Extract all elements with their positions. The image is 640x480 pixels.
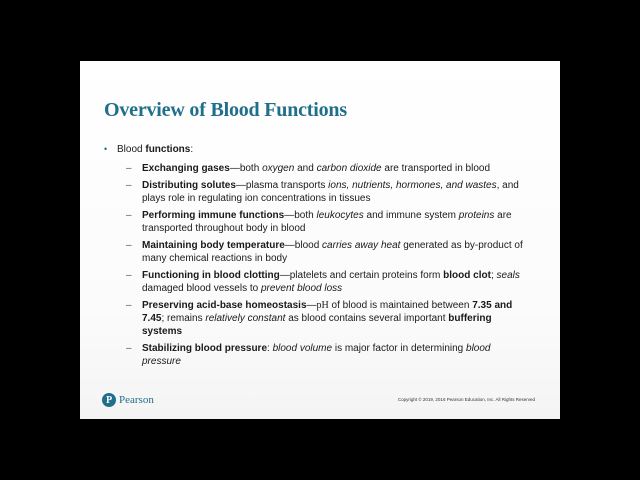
function-text: —plasma transports	[235, 180, 329, 191]
dash-bullet-icon: –	[126, 240, 132, 251]
function-text-italic: blood pressure	[142, 343, 491, 367]
function-text-italic: leukocytes	[316, 210, 364, 221]
function-text: of blood is maintained between	[328, 300, 473, 311]
function-text-italic: carries away heat	[322, 240, 401, 251]
function-text: —blood	[284, 240, 323, 251]
function-text-italic: proteins	[458, 210, 495, 221]
function-text-bold: Functioning in blood clotting	[142, 270, 280, 281]
function-text: pH	[316, 300, 329, 311]
function-text: as blood contains several important	[285, 313, 449, 324]
function-text-bold: 7.35 and 7.45	[142, 300, 513, 324]
bullet-dot-icon: •	[104, 144, 108, 154]
function-item	[104, 342, 528, 368]
slide-title: Overview of Blood Functions	[104, 99, 347, 121]
function-list	[104, 162, 528, 368]
pearson-logo	[102, 393, 154, 407]
function-text: are transported in blood	[381, 163, 491, 174]
pearson-logo-icon: P	[102, 393, 116, 407]
function-text: —both	[229, 163, 263, 174]
copyright-notice: Copyright © 2019, 2016 Pearson Education, Inc. All Rights Reserved	[397, 397, 535, 402]
function-item	[104, 239, 528, 265]
function-text-bold: Stabilizing blood pressure	[142, 343, 268, 354]
function-item	[104, 269, 528, 295]
function-text: —	[306, 300, 317, 311]
function-text: , and plays role in regulating ion concentrations in tissues	[142, 180, 519, 204]
function-item	[104, 162, 528, 175]
slide-content	[104, 143, 528, 372]
function-text: and	[294, 163, 317, 174]
bullet-label-bold: functions	[145, 144, 191, 155]
function-item	[104, 299, 528, 338]
function-item	[104, 209, 528, 235]
dash-bullet-icon: –	[126, 210, 132, 221]
function-text-italic: blood volume	[272, 343, 333, 354]
function-text-bold: Maintaining body temperature	[142, 240, 285, 251]
function-text-italic: prevent blood loss	[260, 283, 343, 294]
function-text: ;	[490, 270, 497, 281]
function-text-italic: ions, nutrients, hormones, and wastes	[328, 180, 497, 191]
function-text-italic: carbon dioxide	[316, 163, 382, 174]
slide	[80, 61, 560, 419]
function-text: and immune system	[363, 210, 459, 221]
function-text-bold: blood clot	[443, 270, 491, 281]
dash-bullet-icon: –	[126, 180, 132, 191]
function-text-italic: relatively constant	[205, 313, 286, 324]
function-text: :	[267, 343, 273, 354]
bullet-suffix: :	[190, 144, 194, 155]
bullet-label: Blood	[117, 144, 146, 155]
dash-bullet-icon: –	[126, 163, 132, 174]
function-text: ; remains	[161, 313, 206, 324]
function-text: generated as by-product of many chemical reactions in body	[142, 240, 523, 264]
dash-bullet-icon: –	[126, 300, 132, 311]
function-text-bold: buffering systems	[142, 313, 492, 337]
function-text-bold: Distributing solutes	[142, 180, 236, 191]
function-text: —both	[284, 210, 317, 221]
function-text-italic: oxygen	[262, 163, 295, 174]
function-text: is major factor in determining	[332, 343, 467, 354]
function-text: are transported throughout body in blood	[142, 210, 512, 234]
dash-bullet-icon: –	[126, 343, 132, 354]
function-text: —platelets and certain proteins form	[279, 270, 444, 281]
main-bullet	[104, 143, 528, 156]
function-item	[104, 179, 528, 205]
function-text: damaged blood vessels to	[142, 283, 261, 294]
function-text-bold: Performing immune functions	[142, 210, 285, 221]
pearson-logo-text: Pearson	[119, 394, 154, 406]
dash-bullet-icon: –	[126, 270, 132, 281]
function-text-bold: Preserving acid-base homeostasis	[142, 300, 307, 311]
function-text-italic: seals	[496, 270, 520, 281]
function-text-bold: Exchanging gases	[142, 163, 230, 174]
